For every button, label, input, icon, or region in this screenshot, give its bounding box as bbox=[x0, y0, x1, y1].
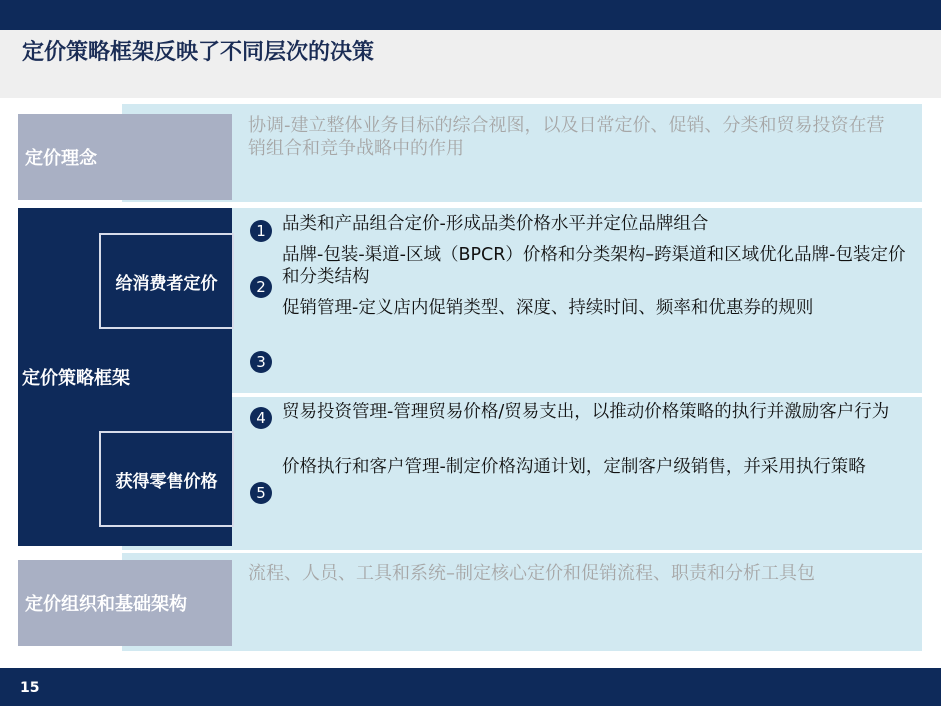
badge-1-number: 1 bbox=[256, 222, 266, 240]
retail-pricing-label: 获得零售价格 bbox=[115, 471, 218, 492]
infrastructure-text: 流程、人员、工具和系统–制定核心定价和促销流程、职责和分析工具包 bbox=[248, 563, 815, 584]
philosophy-text: 协调-建立整体业务目标的综合视图，以及日常定价、促销、分类和贸易投资在营销组合和竞争战略中的作用 bbox=[248, 115, 885, 159]
number-badge-2 bbox=[250, 276, 272, 298]
framework-item-1-text: 品类和产品组合定价-形成品类价格水平并定位品牌组合 bbox=[282, 214, 709, 234]
badge-5-number: 5 bbox=[256, 484, 266, 502]
slide-title: 定价策略框架反映了不同层次的决策 bbox=[22, 40, 375, 65]
philosophy-label-box bbox=[18, 114, 232, 200]
consumer-pricing-box bbox=[99, 233, 234, 329]
consumer-pricing-label: 给消费者定价 bbox=[115, 273, 218, 294]
framework-item-5-text: 价格执行和客户管理-制定价格沟通计划，定制客户级销售，并采用执行策略 bbox=[282, 457, 866, 477]
badge-3-number: 3 bbox=[256, 353, 266, 371]
number-badge-3 bbox=[250, 351, 272, 373]
number-badge-1 bbox=[250, 220, 272, 242]
philosophy-label: 定价理念 bbox=[25, 148, 97, 169]
retail-pricing-box bbox=[99, 431, 234, 527]
infrastructure-label: 定价组织和基础架构 bbox=[25, 594, 187, 615]
number-badge-5 bbox=[250, 482, 272, 504]
number-badge-4 bbox=[250, 407, 272, 429]
badge-2-number: 2 bbox=[256, 278, 266, 296]
framework-item-2-text: 品牌-包装-渠道-区域（BPCR）价格和分类架构–跨渠道和区域优化品牌-包装定价和分类结构 bbox=[282, 245, 906, 287]
framework-item-4-text: 贸易投资管理-管理贸易价格/贸易支出，以推动价格策略的执行并激励客户行为 bbox=[282, 402, 890, 422]
footer-bar bbox=[0, 668, 941, 706]
page-number: 15 bbox=[20, 680, 40, 696]
infrastructure-label-box bbox=[18, 560, 232, 646]
framework-label: 定价策略框架 bbox=[22, 368, 130, 389]
framework-item-3-text: 促销管理-定义店内促销类型、深度、持续时间、频率和优惠券的规则 bbox=[282, 298, 814, 318]
badge-4-number: 4 bbox=[256, 409, 266, 427]
framework-divider bbox=[232, 393, 922, 397]
top-banner bbox=[0, 0, 941, 30]
